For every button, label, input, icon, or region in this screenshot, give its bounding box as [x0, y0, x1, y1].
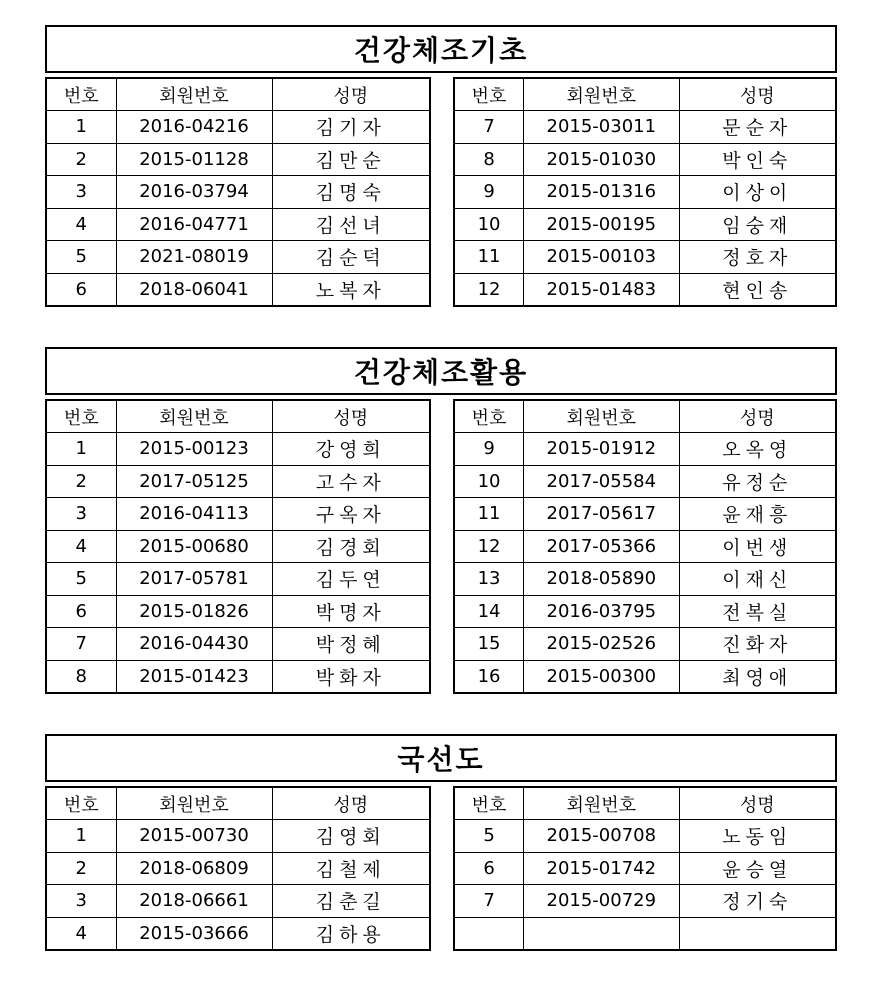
member-id: 2017-05366: [524, 530, 679, 563]
table-row: [46, 111, 430, 144]
table-row: [454, 241, 836, 274]
table-row: [46, 465, 430, 498]
header-no: 번호: [454, 78, 524, 111]
member-id: 2016-04771: [116, 208, 272, 241]
table-row: [454, 111, 836, 144]
member-id: 2017-05584: [524, 465, 679, 498]
table-row: [46, 628, 430, 661]
member-name: 김두연: [272, 563, 430, 596]
member-id: 2015-01826: [116, 595, 272, 628]
table-row: [454, 433, 836, 466]
row-number: 3: [46, 498, 116, 531]
header-name: 성명: [272, 78, 430, 111]
table-row: [454, 208, 836, 241]
member-name: 이번생: [679, 530, 836, 563]
member-name: 정호자: [679, 241, 836, 274]
table-header-row: [46, 787, 430, 820]
table-row: [454, 465, 836, 498]
table-row: [46, 917, 430, 950]
row-number: 2: [46, 465, 116, 498]
row-number: 16: [454, 660, 524, 693]
member-id: 2015-03666: [116, 917, 272, 950]
header-member-id: 회원번호: [116, 787, 272, 820]
table-row: [454, 498, 836, 531]
member-id: 2015-00729: [524, 885, 679, 918]
member-id: 2016-04113: [116, 498, 272, 531]
section-applied-exercise: [45, 347, 837, 689]
member-name: 김명숙: [272, 176, 430, 209]
header-member-id: 회원번호: [524, 787, 679, 820]
member-name: 유정순: [679, 465, 836, 498]
member-id: 2018-06809: [116, 852, 272, 885]
table-row: [454, 885, 836, 918]
member-name: 김하용: [272, 917, 430, 950]
header-name: 성명: [679, 78, 836, 111]
member-name: 이재신: [679, 563, 836, 596]
table-row: [454, 143, 836, 176]
member-id: 2016-04216: [116, 111, 272, 144]
row-number: 8: [46, 660, 116, 693]
member-name: 김영회: [272, 820, 430, 853]
table-row: [46, 563, 430, 596]
member-name: 전복실: [679, 595, 836, 628]
row-number: [454, 917, 524, 950]
row-number: 9: [454, 176, 524, 209]
table-row: [46, 273, 430, 306]
table-header-row: [46, 400, 430, 433]
row-number: 1: [46, 433, 116, 466]
header-no: 번호: [46, 787, 116, 820]
member-name: 노동임: [679, 820, 836, 853]
header-name: 성명: [679, 400, 836, 433]
member-id: 2015-01483: [524, 273, 679, 306]
member-name: 김철제: [272, 852, 430, 885]
row-number: 12: [454, 530, 524, 563]
row-number: 3: [46, 176, 116, 209]
table-row: [454, 852, 836, 885]
member-table-left: [45, 786, 431, 951]
section-title: 건강체조활용: [45, 347, 837, 395]
row-number: 5: [46, 563, 116, 596]
header-member-id: 회원번호: [524, 400, 679, 433]
member-name: 고수자: [272, 465, 430, 498]
row-number: 4: [46, 530, 116, 563]
member-id: 2017-05781: [116, 563, 272, 596]
member-name: 박정혜: [272, 628, 430, 661]
member-table-left: [45, 399, 431, 694]
header-no: 번호: [46, 400, 116, 433]
member-id: 2015-00708: [524, 820, 679, 853]
row-number: 7: [46, 628, 116, 661]
member-id: 2015-01423: [116, 660, 272, 693]
member-name: 윤재흥: [679, 498, 836, 531]
row-number: 7: [454, 885, 524, 918]
member-id: 2015-03011: [524, 111, 679, 144]
member-table-right: [453, 786, 837, 951]
row-number: 1: [46, 820, 116, 853]
row-number: 10: [454, 208, 524, 241]
member-name: 윤승열: [679, 852, 836, 885]
member-id: 2016-03794: [116, 176, 272, 209]
table-row: [454, 595, 836, 628]
member-name: 박명자: [272, 595, 430, 628]
table-row: [46, 820, 430, 853]
row-number: 9: [454, 433, 524, 466]
table-row: [454, 628, 836, 661]
member-name: 오옥영: [679, 433, 836, 466]
member-name: 구옥자: [272, 498, 430, 531]
member-id: 2015-02526: [524, 628, 679, 661]
row-number: 2: [46, 852, 116, 885]
member-name: 박인숙: [679, 143, 836, 176]
row-number: 11: [454, 241, 524, 274]
header-member-id: 회원번호: [116, 400, 272, 433]
row-number: 6: [46, 595, 116, 628]
member-name: 최영애: [679, 660, 836, 693]
table-row: [454, 563, 836, 596]
member-id: 2015-01912: [524, 433, 679, 466]
row-number: 3: [46, 885, 116, 918]
table-row: [46, 433, 430, 466]
table-row: [46, 530, 430, 563]
member-id: 2016-04430: [116, 628, 272, 661]
member-name: 노복자: [272, 273, 430, 306]
table-row: [454, 820, 836, 853]
table-row: [46, 660, 430, 693]
member-name: 이상이: [679, 176, 836, 209]
member-name: 김만순: [272, 143, 430, 176]
table-header-row: [454, 78, 836, 111]
table-row: [46, 176, 430, 209]
row-number: 13: [454, 563, 524, 596]
member-id: 2015-01030: [524, 143, 679, 176]
table-row: [454, 917, 836, 950]
section-title: 건강체조기초: [45, 25, 837, 73]
member-id: 2015-00103: [524, 241, 679, 274]
table-row: [454, 660, 836, 693]
row-number: 11: [454, 498, 524, 531]
row-number: 7: [454, 111, 524, 144]
header-member-id: 회원번호: [116, 78, 272, 111]
section-kouksundo: [45, 734, 837, 946]
row-number: 14: [454, 595, 524, 628]
member-id: 2018-06041: [116, 273, 272, 306]
row-number: 12: [454, 273, 524, 306]
member-name: 김순덕: [272, 241, 430, 274]
section-title: 국선도: [45, 734, 837, 782]
table-header-row: [454, 787, 836, 820]
header-name: 성명: [679, 787, 836, 820]
header-name: 성명: [272, 787, 430, 820]
member-id: 2016-03795: [524, 595, 679, 628]
member-id: 2015-00680: [116, 530, 272, 563]
member-id: 2018-06661: [116, 885, 272, 918]
header-member-id: 회원번호: [524, 78, 679, 111]
header-no: 번호: [454, 400, 524, 433]
member-id: 2015-00300: [524, 660, 679, 693]
row-number: 8: [454, 143, 524, 176]
member-id: 2017-05617: [524, 498, 679, 531]
row-number: 2: [46, 143, 116, 176]
member-id: 2015-00195: [524, 208, 679, 241]
member-table-right: [453, 77, 837, 307]
table-row: [46, 885, 430, 918]
row-number: 6: [454, 852, 524, 885]
row-number: 5: [46, 241, 116, 274]
table-header-row: [454, 400, 836, 433]
member-id: 2018-05890: [524, 563, 679, 596]
row-number: 10: [454, 465, 524, 498]
member-id: 2017-05125: [116, 465, 272, 498]
member-id: 2015-01742: [524, 852, 679, 885]
member-name: 박화자: [272, 660, 430, 693]
member-name: 정기숙: [679, 885, 836, 918]
row-number: 4: [46, 208, 116, 241]
member-name: 김기자: [272, 111, 430, 144]
member-name: 현인송: [679, 273, 836, 306]
member-table-right: [453, 399, 837, 694]
table-row: [46, 852, 430, 885]
table-row: [454, 176, 836, 209]
header-no: 번호: [46, 78, 116, 111]
row-number: 1: [46, 111, 116, 144]
member-name: 김경회: [272, 530, 430, 563]
section-basic-exercise: [45, 25, 837, 302]
member-id: [524, 917, 679, 950]
header-name: 성명: [272, 400, 430, 433]
member-name: 강영희: [272, 433, 430, 466]
table-row: [46, 208, 430, 241]
table-header-row: [46, 78, 430, 111]
row-number: 4: [46, 917, 116, 950]
header-no: 번호: [454, 787, 524, 820]
member-name: [679, 917, 836, 950]
row-number: 5: [454, 820, 524, 853]
member-name: 진화자: [679, 628, 836, 661]
member-id: 2015-00123: [116, 433, 272, 466]
table-row: [454, 273, 836, 306]
table-row: [46, 143, 430, 176]
table-row: [46, 595, 430, 628]
row-number: 6: [46, 273, 116, 306]
member-name: 임숭재: [679, 208, 836, 241]
member-id: 2015-01128: [116, 143, 272, 176]
member-id: 2021-08019: [116, 241, 272, 274]
table-row: [454, 530, 836, 563]
member-id: 2015-00730: [116, 820, 272, 853]
member-id: 2015-01316: [524, 176, 679, 209]
table-row: [46, 241, 430, 274]
row-number: 15: [454, 628, 524, 661]
member-name: 김선녀: [272, 208, 430, 241]
member-name: 문순자: [679, 111, 836, 144]
member-name: 김춘길: [272, 885, 430, 918]
member-table-left: [45, 77, 431, 307]
table-row: [46, 498, 430, 531]
